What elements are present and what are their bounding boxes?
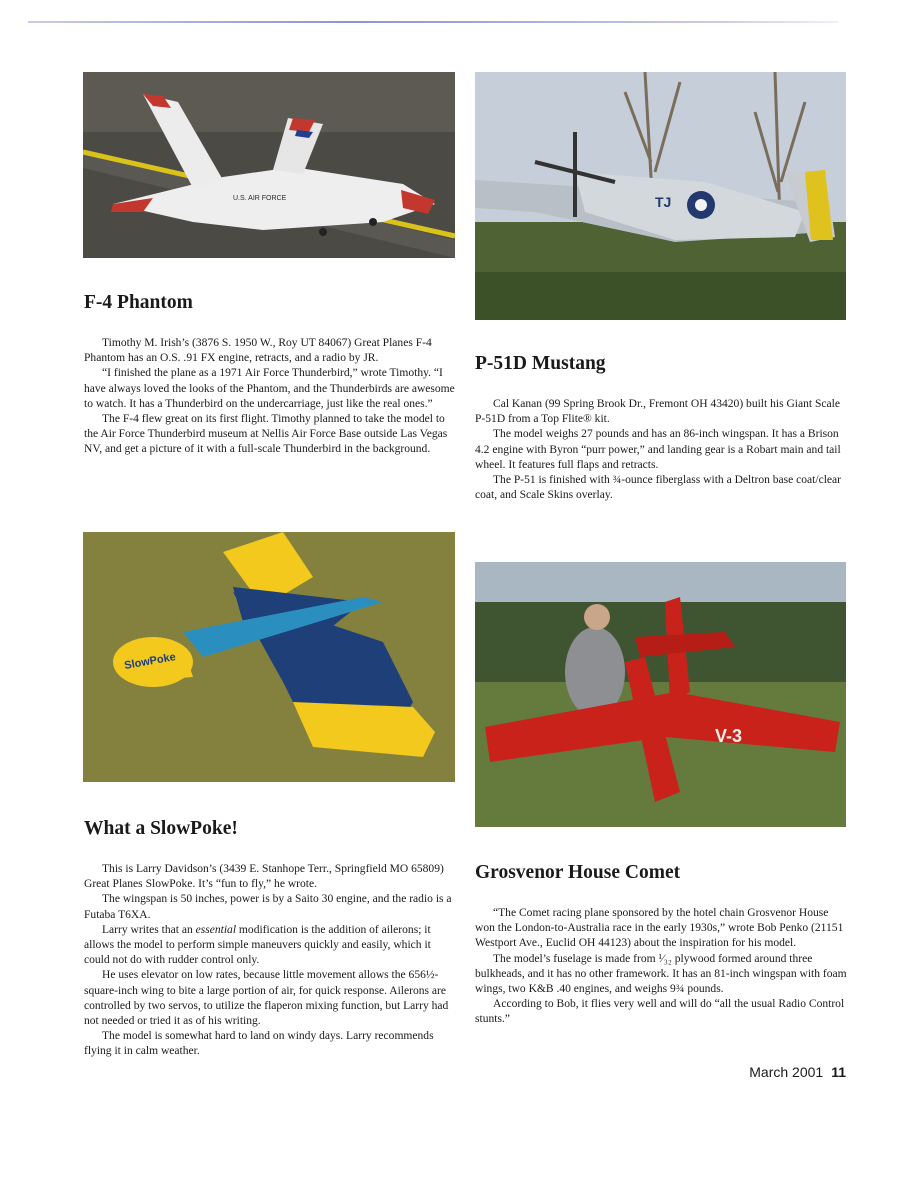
article-paragraph: Timothy M. Irish’s (3876 S. 1950 W., Roy UT 84067) Great Planes F-4 Phantom has an O.S. .91 FX engine, retracts, and a radio by JR. (84, 337, 432, 365)
article-title: Grosvenor House Comet (475, 862, 681, 883)
issue-date: March 2001 (749, 1064, 824, 1080)
slowpoke-logo: SlowPoke (123, 651, 177, 672)
article-p51d-mustang (475, 353, 847, 503)
p51d-mustang-photo (475, 72, 846, 320)
article-paragraph: The model is somewhat hard to land on windy days. Larry recommends flying it in calm weather. (84, 1030, 434, 1058)
article-title: What a SlowPoke! (84, 818, 238, 839)
article-paragraph: The model weighs 27 pounds and has an 86-inch wingspan. It has a Brison 4.2 engine with Byron “purr power,” and landing gear is a Robart main and tail wheel. It features full flaps and retracts. (475, 428, 841, 471)
article-paragraph: The wingspan is 50 inches, power is by a Saito 30 engine, and the radio is a Futaba T6XA. (84, 893, 452, 921)
p51-code-marking: TJ (655, 194, 672, 210)
article-slowpoke (84, 818, 456, 1060)
page-number: 11 (831, 1064, 846, 1080)
article-paragraph: The P-51 is finished with ¾-ounce fiberglass with a Deltron base coat/clear coat, and Scale Skins overlay. (475, 474, 842, 502)
f4-tail-marking: U.S. AIR FORCE (233, 195, 287, 202)
article-paragraph: Larry writes that an essential modification is the addition of ailerons; it allows the model to perform simple maneuvers quickly and easily, which it could not do with rudder control only. (84, 923, 431, 967)
article-title: F-4 Phantom (84, 292, 193, 313)
article-paragraph: The model’s fuselage is made from ¹⁄₃₂ plywood formed around three bulkheads, and it has no other framework. It has an 81-inch wingspan with foam wings, two K&B .40 engines, and weighs 9¾ pounds. (475, 952, 847, 996)
article-paragraph: Cal Kanan (99 Spring Brook Dr., Fremont OH 43420) built his Giant Scale P-51D from a Top Flite® kit. (475, 398, 841, 426)
article-paragraph: “The Comet racing plane sponsored by the hotel chain Grosvenor House won the London-to-Australia race in the early 1930s,” wrote Bob Penko (21151 Westport Ave., Euclid OH 44123) about the inspiration for his model. (475, 907, 844, 950)
article-paragraph: “I finished the plane as a 1971 Air Force Thunderbird,” wrote Timothy. “I have always loved the looks of the Phantom, and the Thunderbirds are awesome to watch. It has a Thunderbird on the undercarriage, just like the real ones.” (84, 367, 455, 410)
slowpoke-photo (83, 532, 455, 782)
article-f4-phantom (84, 292, 456, 458)
article-paragraph: According to Bob, it flies very well and will do “all the usual Radio Control stunts.” (475, 998, 845, 1026)
header-rule (28, 21, 838, 23)
article-title: P-51D Mustang (475, 353, 606, 374)
comet-marking: V-3 (715, 726, 743, 746)
article-paragraph: This is Larry Davidson’s (3439 E. Stanhope Terr., Springfield MO 65809) Great Planes SlowPoke. It’s “fun to fly,” he wrote. (84, 863, 444, 891)
page-footer (749, 1064, 846, 1080)
grosvenor-comet-photo (475, 562, 846, 827)
f4-phantom-photo (83, 72, 455, 258)
article-paragraph: He uses elevator on low rates, because little movement allows the 656½-square-inch wing to bite a large portion of air, for quick response. Ailerons are controlled by two servos, to utilize the flaperon mixing function, but Larry had not needed or tried it as of his writing. (84, 969, 449, 1028)
article-paragraph: The F-4 flew great on its first flight. Timothy planned to take the model to the Air Force Thunderbird museum at Nellis Air Force Base outside Las Vegas NV, and get a picture of it with a full-scale Thunderbird in the background. (84, 413, 448, 456)
article-grosvenor-comet (475, 862, 847, 1028)
